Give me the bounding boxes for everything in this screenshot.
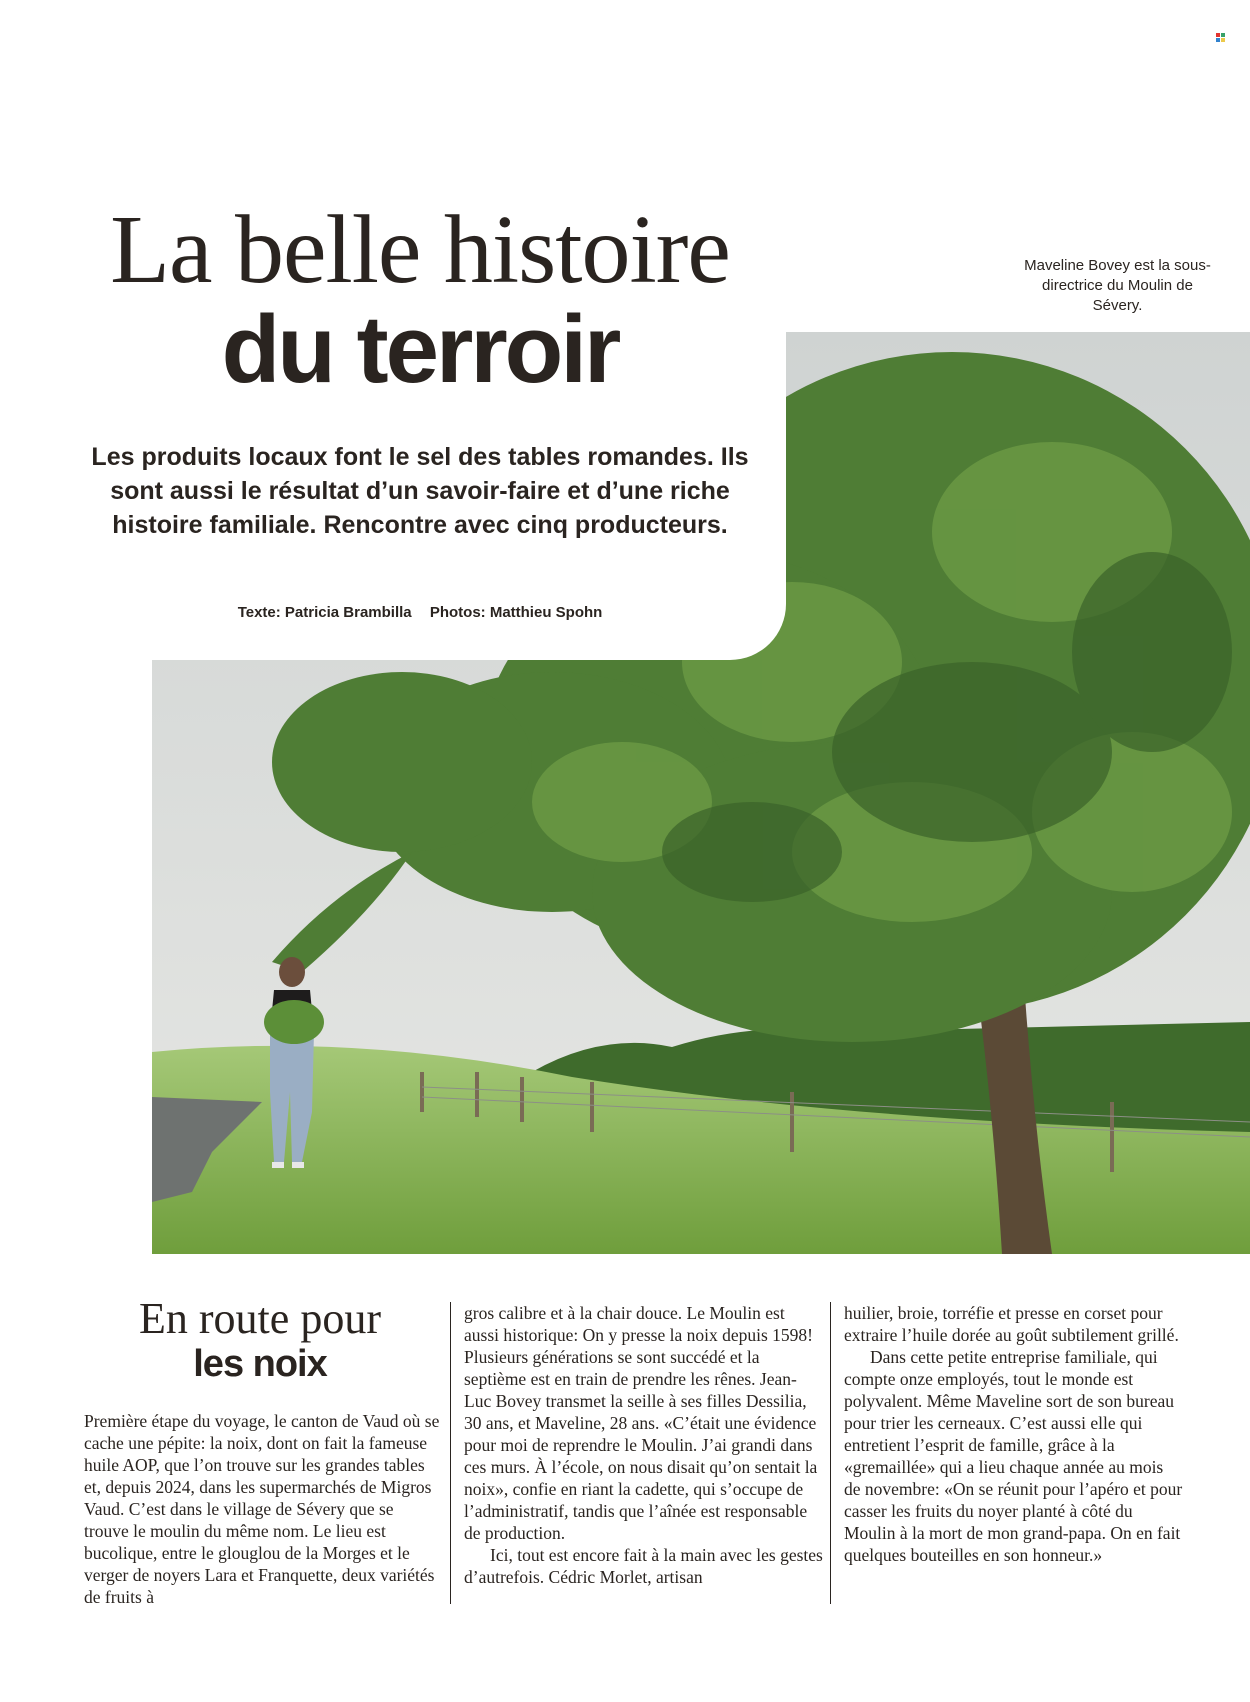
column-divider-2 — [830, 1302, 831, 1604]
photo-caption: Maveline Bovey est la sous-directrice du Moulin de Sévery. — [1024, 257, 1211, 314]
column-3-paragraph-1: huilier, broie, torréfie et presse en corset pour extraire l’huile dorée au goût subtilement grillé. — [844, 1303, 1179, 1345]
column-2-paragraph-1: gros calibre et à la chair douce. Le Moulin est aussi historique: On y presse la noix depuis 1598! Plusieurs générations se sont succédé et la septième est en train de prendre les rênes. Jean-Luc Bovey transmet la seille à ses filles Dessilia, 30 ans, et Maveline, 28 ans. «C’était une évidence pour moi de reprendre le Moulin. J’ai grandi dans ces murs. À l’école, on nous disait qu’on sentait la noix», confie en riant la cadette, qui s’occupe de l’administratif, tandis que l’aînée est responsable de production. — [464, 1303, 818, 1543]
credits — [90, 604, 750, 621]
brand-logo-icon — [1216, 33, 1226, 43]
column-divider-1 — [450, 1302, 451, 1604]
article-heading-line1: En route pour — [139, 1294, 381, 1343]
credit-photos: Photos: Matthieu Spohn — [429, 604, 603, 621]
article-column-3 — [844, 1302, 1184, 1566]
credit-text: Texte: Patricia Brambilla — [237, 604, 412, 621]
article-heading-line2: les noix — [193, 1343, 327, 1385]
headline-line1: La belle histoire — [110, 196, 730, 304]
article-column-1 — [84, 1410, 442, 1608]
article-column-2 — [464, 1302, 824, 1588]
column-3-paragraph-2: Dans cette petite entreprise familiale, qui compte onze employés, tout le monde est polyvalent. Même Maveline sort de son bureau pour trier les cerneaux. C’est aussi elle qui entretient l’esprit de famille, grâce à la «gremaillée» qui a lieu chaque année au mois de novembre: «On se réunit pour l’apéro et pour casser les fruits du noyer planté à côté du Moulin à la mort de mon grand-papa. On en fait quelques bouteilles en son honneur.» — [844, 1347, 1183, 1565]
column-1-paragraph: Première étape du voyage, le canton de Vaud où se cache une pépite: la noix, dont on fait la fameuse huile AOP, que l’on trouve sur les grandes tables et, depuis 2024, dans les supermarchés de Migros Vaud. C’est dans le village de Sévery que se trouve le moulin du même nom. Le lieu est bucolique, entre le glouglou de la Morges et le verger de noyers Lara et Franquette, deux variétés de fruits à — [84, 1411, 440, 1607]
column-2-paragraph-2: Ici, tout est encore fait à la main avec les gestes d’autrefois. Cédric Morlet, artisan — [464, 1545, 823, 1587]
lead-paragraph: Les produits locaux font le sel des tables romandes. Ils sont aussi le résultat d’un savoir-faire et d’une riche histoire familiale. Rencontre avec cinq producteurs. — [91, 443, 749, 539]
headline-line2: du terroir — [221, 296, 619, 403]
